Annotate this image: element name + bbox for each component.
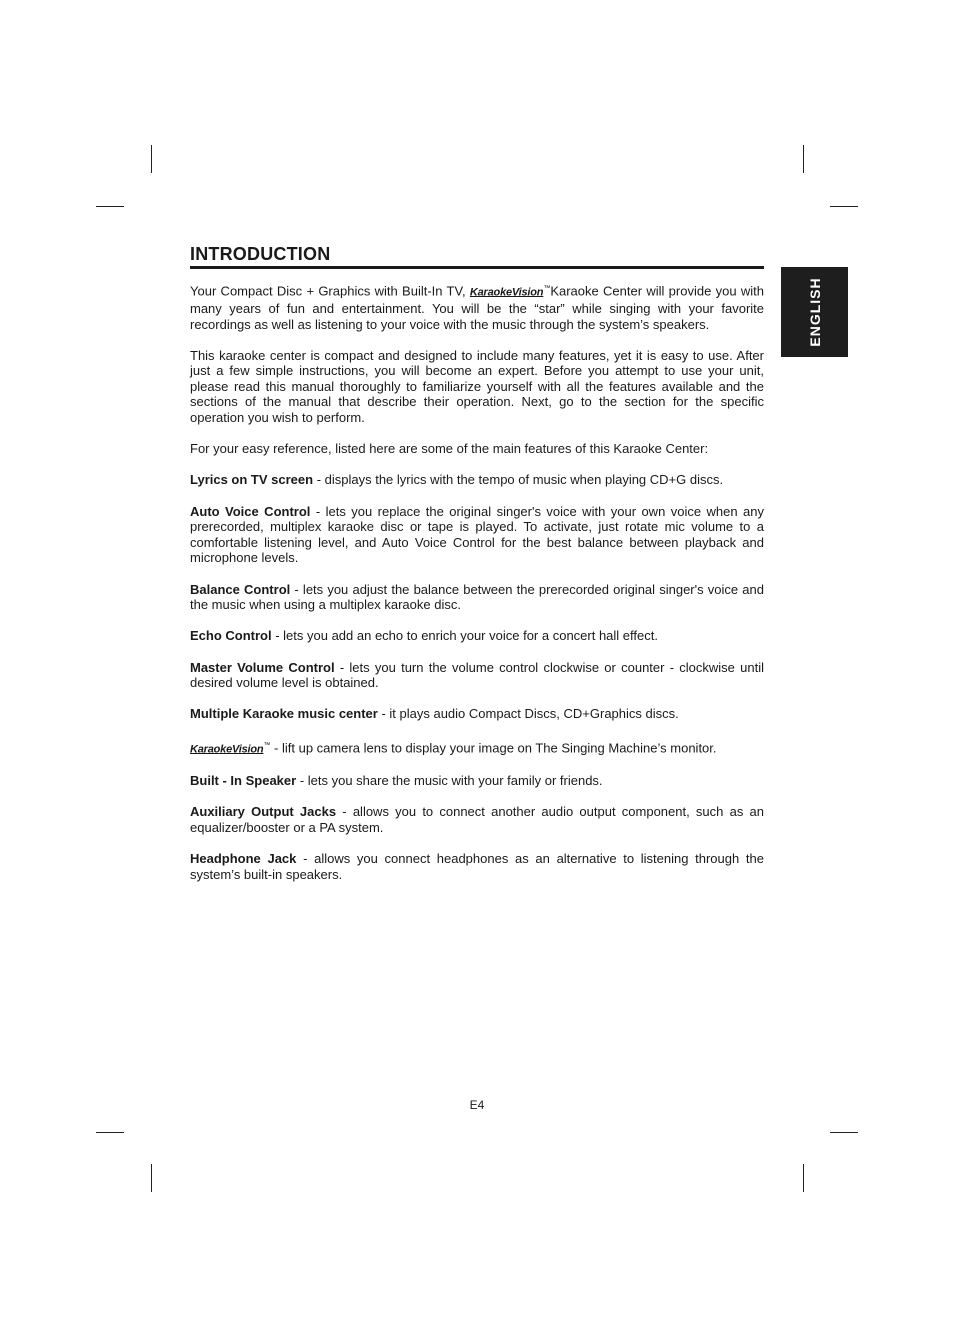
feature-term: Auto Voice Control bbox=[190, 503, 311, 519]
karaokevision-logo: KaraokeVision bbox=[469, 286, 544, 299]
page-number: E4 bbox=[469, 1098, 485, 1112]
feature-item: Lyrics on TV screen - displays the lyrics with the tempo of music when playing CD+G discs. bbox=[190, 472, 724, 488]
feature-item: Echo Control - lets you add an echo to enrich your voice for a concert hall effect. bbox=[190, 628, 658, 644]
feature-term: Headphone Jack bbox=[190, 851, 297, 867]
feature-item: Multiple Karaoke music center - it plays audio Compact Discs, CD+Graphics discs. bbox=[190, 706, 679, 722]
crop-mark bbox=[803, 145, 804, 173]
feature-term: Echo Control bbox=[190, 628, 272, 644]
crop-mark bbox=[96, 1132, 124, 1133]
body-text bbox=[190, 281, 764, 898]
feature-item: Balance Control - lets you adjust the balance between the prerecorded original singer's voice and the music when using a multiplex karaoke disc. bbox=[190, 581, 764, 613]
crop-mark bbox=[803, 1164, 804, 1192]
feature-term: Lyrics on TV screen bbox=[190, 472, 314, 488]
intro-paragraph: For your easy reference, listed here are some of the main features of this Karaoke Center: bbox=[190, 441, 709, 457]
language-tab bbox=[781, 267, 848, 357]
karaokevision-logo: KaraokeVision bbox=[190, 742, 264, 755]
feature-item: Built - In Speaker - lets you share the music with your family or friends. bbox=[190, 773, 603, 789]
crop-mark bbox=[830, 206, 858, 207]
intro-paragraph: This karaoke center is compact and designed to include many features, yet it is easy to use. After just a few simple instructions, you will become an expert. Before you attempt to use your unit, please read this manual thoroughly to familiarize yourself with all the features available and the sections of the manual that describe their operation. Next, go to the section for the specific operation you wish to perform. bbox=[190, 347, 764, 426]
language-tab-label: ENGLISH bbox=[806, 277, 823, 347]
crop-mark bbox=[151, 145, 152, 173]
feature-item: Headphone Jack - allows you connect headphones as an alternative to listening through the system’s built-in speakers. bbox=[190, 851, 764, 882]
crop-mark bbox=[96, 206, 124, 207]
feature-term: Auxiliary Output Jacks bbox=[190, 804, 337, 820]
feature-item: Auxiliary Output Jacks - allows you to connect another audio output component, such as an equalizer/booster or a PA system. bbox=[190, 804, 764, 835]
feature-term: Built - In Speaker bbox=[190, 773, 297, 789]
feature-term: Multiple Karaoke music center bbox=[190, 706, 378, 722]
page-title: INTRODUCTION bbox=[190, 244, 331, 264]
feature-term: Master Volume Control bbox=[190, 659, 335, 675]
feature-item: KaraokeVision™ - lift up camera lens to display your image on The Singing Machine’s monitor. bbox=[190, 739, 717, 755]
intro-paragraph: Your Compact Disc + Graphics with Built-In TV, KaraokeVision™Karaoke Center will provide you with many years of fun and entertainment. You will be the “star” while singing with your favorite recordings as well as listening to your voice with the music through the system’s speakers. bbox=[190, 283, 764, 332]
feature-term: Balance Control bbox=[190, 581, 291, 597]
crop-mark bbox=[151, 1164, 152, 1192]
title-rule bbox=[190, 266, 764, 269]
crop-mark bbox=[830, 1132, 858, 1133]
feature-item: Auto Voice Control - lets you replace the original singer's voice with your own voice when any prerecorded, multiplex karaoke disc or tape is played. To activate, just rotate mic volume to a comfortable listening level, and Auto Voice Control for the best balance between playback and microphone levels. bbox=[190, 503, 764, 566]
feature-item: Master Volume Control - lets you turn the volume control clockwise or counter - clockwise until desired volume level is obtained. bbox=[190, 659, 764, 691]
